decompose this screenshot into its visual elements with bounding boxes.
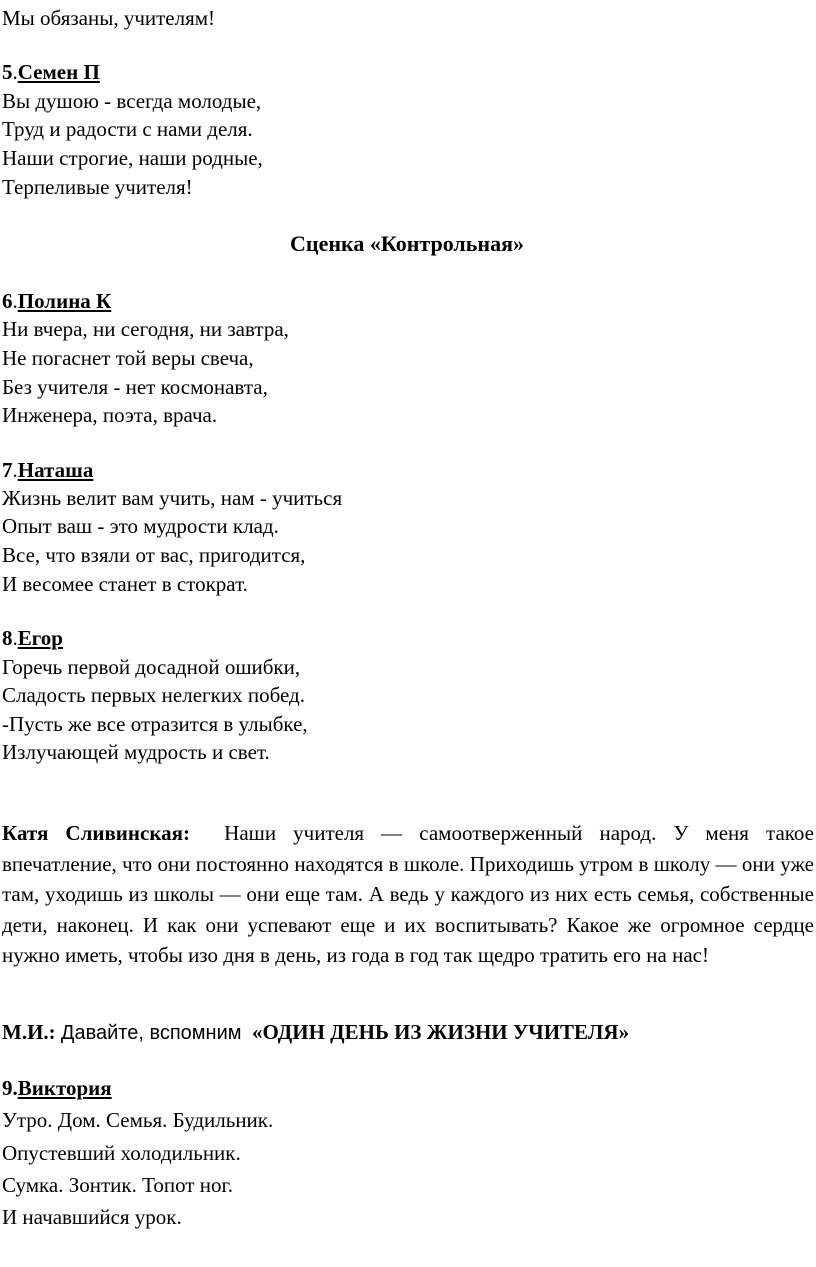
speaker-number: 9. (2, 1076, 18, 1100)
speaker-number: 6 (2, 289, 13, 313)
speaker-heading-8 (2, 626, 63, 650)
speaker-name: Виктория (17, 1076, 112, 1100)
poem-line: Горечь первой досадной ошибки, (2, 655, 301, 679)
speaker-name: Наташа (17, 458, 94, 482)
scene-title: Сценка «Контрольная» (290, 231, 524, 256)
poem-line: Не погаснет той веры свеча, (2, 346, 254, 370)
poem-line: Жизнь велит вам учить, нам - учиться (2, 486, 343, 510)
poem-line: Вы душою - всегда молодые, (2, 89, 262, 113)
event-title: «ОДИН ДЕНЬ ИЗ ЖИЗНИ УЧИТЕЛЯ» (252, 1020, 630, 1044)
speaker-label: М.И.: (2, 1020, 56, 1044)
speaker-label: Катя Сливинская: (2, 821, 190, 845)
poem-line: Излучающей мудрость и свет. (2, 740, 270, 764)
poem-line: И начавшийся урок. (2, 1205, 182, 1229)
speaker-number: 5 (2, 60, 13, 84)
speaker-dot: . (12, 289, 18, 313)
speaker-heading-5 (2, 60, 100, 84)
speech-text: Наши учителя — самоотверженный народ. У меня такое впечатление, что они постоянно находятся в школе. Приходишь утром в школу — они уже там, уходишь из школы — они еще там. А ведь у каждого из них есть семья, собственные дети, наконец. И как они успевают еще и их воспитывать? Какое же огромное сердце нужно иметь, чтобы изо дня в день, из года в год так щедро тратить его на нас! (2, 821, 814, 967)
speech-text: Давайте, вспомним (60, 1022, 242, 1044)
poem-line: Инженера, поэта, врача. (2, 403, 218, 427)
speaker-number: 8 (2, 626, 13, 650)
speaker-dot: . (12, 626, 18, 650)
speaker-dot: . (12, 458, 18, 482)
poem-line: -Пусть же все отразится в улыбке, (2, 712, 308, 736)
speaker-dot: . (12, 60, 18, 84)
poem-line: И весомее станет в стократ. (2, 572, 248, 596)
poem-line: Наши строгие, наши родные, (2, 146, 263, 170)
poem-line: Труд и радости с нами деля. (2, 117, 253, 141)
poem-line: Опустевший холодильник. (2, 1141, 241, 1165)
mi-line (2, 1020, 629, 1044)
poem-line: Все, что взяли от вас, пригодится, (2, 543, 306, 567)
speaker-name: Полина К (17, 289, 112, 313)
speaker-heading-6 (2, 289, 111, 313)
poem-line: Терпеливые учителя! (2, 175, 193, 199)
poem-line: Опыт ваш - это мудрости клад. (2, 514, 279, 538)
poem-line: Сладость первых нелегких побед. (2, 683, 305, 707)
speaker-name: Семен П (17, 60, 100, 84)
speaker-number: 7 (2, 458, 13, 482)
poem-line: Сумка. Зонтик. Топот ног. (2, 1173, 233, 1197)
poem-line: Без учителя - нет космонавта, (2, 375, 268, 399)
katya-paragraph (2, 818, 814, 971)
intro-line: Мы обязаны, учителям! (2, 6, 216, 30)
poem-line: Ни вчера, ни сегодня, ни завтра, (2, 317, 289, 341)
speaker-heading-9 (2, 1076, 112, 1100)
speaker-heading-7 (2, 458, 93, 482)
poem-line: Утро. Дом. Семья. Будильник. (2, 1108, 274, 1132)
speaker-name: Егор (17, 626, 63, 650)
